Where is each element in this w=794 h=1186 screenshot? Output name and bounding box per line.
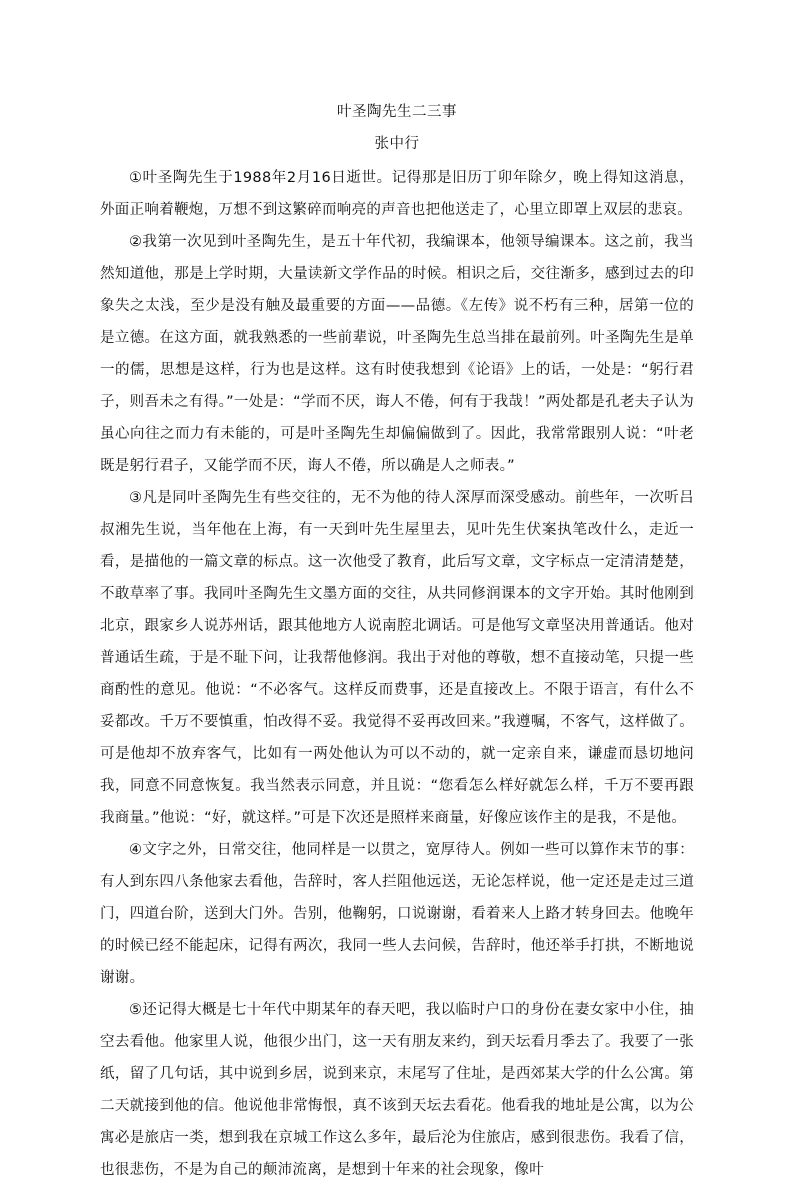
article-body <box>100 162 694 1186</box>
paragraph-1: ①叶圣陶先生于1988年2月16日逝世。记得那是旧历丁卯年除夕，晚上得知这消息，外面正响着鞭炮，万想不到这繁碎而响亮的声音也把他送走了，心里立即罩上双层的悲哀。 <box>100 170 694 218</box>
paragraph-2: ②我第一次见到叶圣陶先生，是五十年代初，我编课本，他领导编课本。这之前，我当然知道他，那是上学时期，大量读新文学作品的时候。相识之后，交往渐多，感到过去的印象失之太浅，至少是没有触及最重要的方面——品德。《左传》说不朽有三种，居第一位的是立德。在这方面，就我熟悉的一些前辈说，叶圣陶先生总当排在最前列。叶圣陶先生是单一的儒，思想是这样，行为也是这样。这有时使我想到《论语》上的话，一处是：“躬行君子，则吾未之有得。”一处是：“学而不厌，诲人不倦，何有于我哉！”两处都是孔老夫子认为虽心向往之而力有未能的，可是叶圣陶先生却偏偏做到了。因此，我常常跟别人说：“叶老既是躬行君子，又能学而不厌，诲人不倦，所以确是人之师表。” <box>100 234 694 474</box>
article-title: 叶圣陶先生二三事 <box>337 104 457 120</box>
article <box>100 102 694 1186</box>
article-author: 张中行 <box>374 136 420 152</box>
paragraph-3: ③凡是同叶圣陶先生有些交往的，无不为他的待人深厚而深受感动。前些年，一次听吕叔湘先生说，当年他在上海，有一天到叶先生屋里去，见叶先生伏案执笔改什么，走近一看，是描他的一篇文章的标点。这一次他受了教育，此后写文章，文字标点一定清清楚楚，不敢草率了事。我同叶圣陶先生文墨方面的交往，从共同修润课本的文字开始。其时他刚到北京，跟家乡人说苏州话，跟其他地方人说南腔北调话。可是他写文章坚决用普通话。他对普通话生疏，于是不耻下问，让我帮他修润。我出于对他的尊敬，想不直接动笔，只提一些商酌性的意见。他说：“不必客气。这样反而费事，还是直接改上。不限于语言，有什么不妥都改。千万不要慎重，怕改得不妥。我觉得不妥再改回来。”我遵嘱，不客气，这样做了。可是他却不放弃客气，比如有一两处他认为可以不动的，就一定亲自来，谦虚而恳切地问我，同意不同意恢复。我当然表示同意，并且说：“您看怎么样好就怎么样，千万不要再跟我商量。”他说：“好，就这样。”可是下次还是照样来商量，好像应该作主的是我，不是他。 <box>100 490 694 826</box>
paragraph-5: ⑤还记得大概是七十年代中期某年的春天吧，我以临时户口的身份在妻女家中小住，抽空去看他。他家里人说，他很少出门，这一天有朋友来约，到天坛看月季去了。我要了一张纸，留了几句话，其中说到乡居，说到来京，末尾写了住址，是西郊某大学的什么公寓。第二天就接到他的信。他说他非常悔恨，真不该到天坛去看花。他看我的地址是公寓，以为公寓必是旅店一类，想到我在京城工作这么多年，最后沦为住旅店，感到很悲伤。我看了信，也很悲伤，不是为自己的颠沛流离，是想到十年来的社会现象，像叶 <box>100 1002 694 1178</box>
paragraph-4: ④文字之外，日常交往，他同样是一以贯之，宽厚待人。例如一些可以算作末节的事：有人到东四八条他家去看他，告辞时，客人拦阻他远送，无论怎样说，他一定还是走过三道门，四道台阶，送到大门外。告别，他鞠躬，口说谢谢，看着来人上路才转身回去。他晚年的时候已经不能起床，记得有两次，我同一些人去问候，告辞时，他还举手打拱，不断地说谢谢。 <box>100 842 694 986</box>
